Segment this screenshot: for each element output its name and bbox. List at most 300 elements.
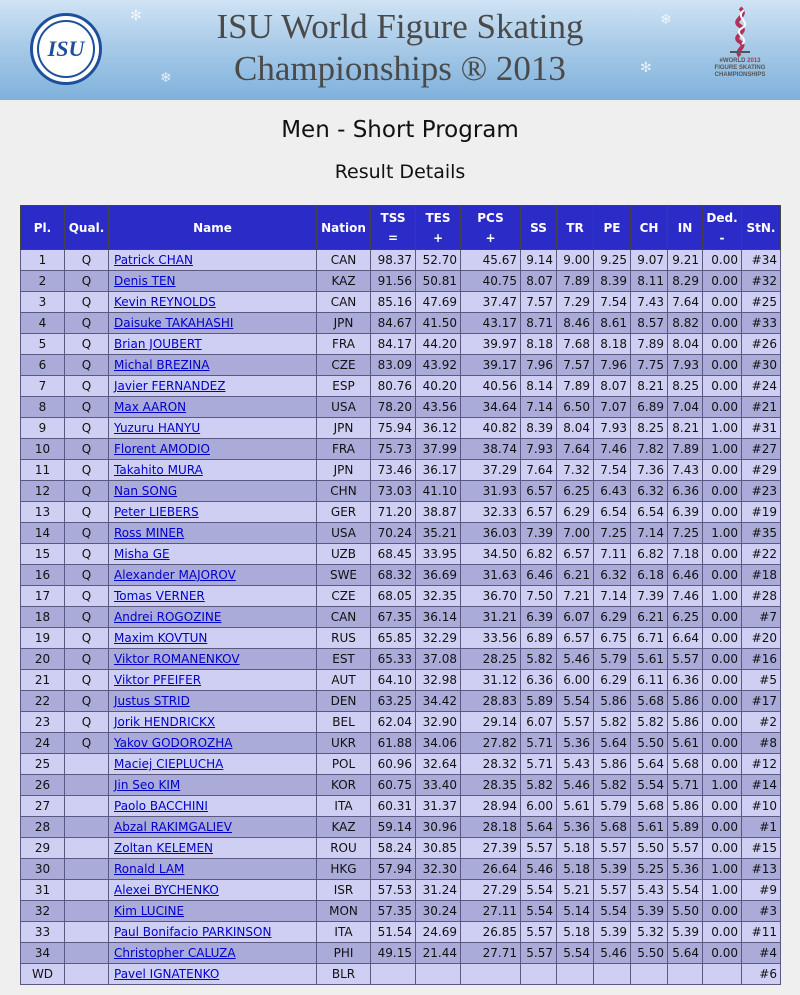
skater-link[interactable]: Misha GE bbox=[114, 547, 170, 561]
cell-tss: 68.05 bbox=[371, 586, 416, 607]
skater-link[interactable]: Pavel IGNATENKO bbox=[114, 967, 220, 981]
skater-link[interactable]: Michal BREZINA bbox=[114, 358, 210, 372]
cell-ss: 6.00 bbox=[521, 796, 557, 817]
cell-nation: CZE bbox=[317, 355, 371, 376]
cell-name bbox=[109, 670, 317, 691]
cell-tss: 57.94 bbox=[371, 859, 416, 880]
skater-link[interactable]: Javier FERNANDEZ bbox=[114, 379, 226, 393]
cell-place: 4 bbox=[21, 313, 65, 334]
banner-title bbox=[180, 6, 620, 90]
cell-name bbox=[109, 271, 317, 292]
table-row bbox=[21, 712, 781, 733]
banner-title-line2: Championships ® 2013 bbox=[234, 49, 566, 88]
cell-tr: 5.61 bbox=[557, 796, 594, 817]
cell-stn: #20 bbox=[742, 628, 781, 649]
cell-nation: ISR bbox=[317, 880, 371, 901]
cell-qual: Q bbox=[65, 586, 109, 607]
cell-ss: 5.64 bbox=[521, 817, 557, 838]
cell-pcs: 36.03 bbox=[461, 523, 521, 544]
cell-ded: 0.00 bbox=[703, 544, 742, 565]
cell-place: 2 bbox=[21, 271, 65, 292]
cell-place: 18 bbox=[21, 607, 65, 628]
cell-in: 6.64 bbox=[668, 628, 703, 649]
cell-tes: 41.50 bbox=[416, 313, 461, 334]
cell-ss: 5.57 bbox=[521, 838, 557, 859]
cell-pe: 7.11 bbox=[594, 544, 631, 565]
col-header-in: IN bbox=[668, 206, 703, 250]
banner-title-line1: ISU World Figure Skating bbox=[216, 7, 584, 46]
cell-in: 7.89 bbox=[668, 439, 703, 460]
cell-nation: RUS bbox=[317, 628, 371, 649]
cell-ch: 5.50 bbox=[631, 838, 668, 859]
cell-name bbox=[109, 460, 317, 481]
cell-ch: 6.18 bbox=[631, 565, 668, 586]
cell-ch: 6.54 bbox=[631, 502, 668, 523]
cell-tr: 6.07 bbox=[557, 607, 594, 628]
cell-tss: 64.10 bbox=[371, 670, 416, 691]
col-header-tes bbox=[416, 206, 461, 250]
cell-in: 5.57 bbox=[668, 649, 703, 670]
cell-ss: 5.71 bbox=[521, 733, 557, 754]
cell-in: 7.25 bbox=[668, 523, 703, 544]
cell-ded: 0.00 bbox=[703, 670, 742, 691]
col-header-pcs-label: PCS bbox=[477, 210, 504, 225]
cell-nation: KOR bbox=[317, 775, 371, 796]
cell-ss: 8.14 bbox=[521, 376, 557, 397]
col-header-nation: Nation bbox=[317, 206, 371, 250]
col-header-tes-label: TES bbox=[425, 210, 451, 225]
cell-stn: #23 bbox=[742, 481, 781, 502]
cell-ded: 0.00 bbox=[703, 691, 742, 712]
table-row bbox=[21, 376, 781, 397]
cell-stn: #10 bbox=[742, 796, 781, 817]
cell-qual: Q bbox=[65, 397, 109, 418]
cell-ded: 0.00 bbox=[703, 922, 742, 943]
cell-tr: 5.54 bbox=[557, 691, 594, 712]
cell-name bbox=[109, 418, 317, 439]
skater-link[interactable]: Kim LUCINE bbox=[114, 904, 185, 918]
cell-ded: 0.00 bbox=[703, 397, 742, 418]
cell-pe: 7.54 bbox=[594, 460, 631, 481]
cell-pe: 7.46 bbox=[594, 439, 631, 460]
cell-in: 5.64 bbox=[668, 943, 703, 964]
cell-in: 5.54 bbox=[668, 880, 703, 901]
cell-nation: CHN bbox=[317, 481, 371, 502]
col-header-ded bbox=[703, 206, 742, 250]
cell-ss: 7.96 bbox=[521, 355, 557, 376]
table-row bbox=[21, 901, 781, 922]
table-row bbox=[21, 523, 781, 544]
cell-tr: 6.25 bbox=[557, 481, 594, 502]
cell-nation: DEN bbox=[317, 691, 371, 712]
snowflake-icon: ❄ bbox=[660, 12, 672, 28]
skater-link[interactable]: Alexei BYCHENKO bbox=[114, 883, 219, 897]
cell-ded: 1.00 bbox=[703, 880, 742, 901]
cell-tr: 7.57 bbox=[557, 355, 594, 376]
skater-link[interactable]: Brian JOUBERT bbox=[114, 337, 202, 351]
table-row bbox=[21, 922, 781, 943]
cell-ss: 8.07 bbox=[521, 271, 557, 292]
cell-tss: 73.03 bbox=[371, 481, 416, 502]
results-body bbox=[21, 250, 781, 985]
cell-qual: Q bbox=[65, 628, 109, 649]
cell-place: 3 bbox=[21, 292, 65, 313]
cell-tss: 68.32 bbox=[371, 565, 416, 586]
col-header-ded-label: Ded. bbox=[706, 210, 738, 225]
cell-ch: 5.39 bbox=[631, 901, 668, 922]
cell-place: 6 bbox=[21, 355, 65, 376]
cell-tes: 36.12 bbox=[416, 418, 461, 439]
cell-stn: #12 bbox=[742, 754, 781, 775]
table-row bbox=[21, 649, 781, 670]
cell-qual: Q bbox=[65, 712, 109, 733]
skater-link[interactable]: Maciej CIEPLUCHA bbox=[114, 757, 224, 771]
cell-name bbox=[109, 859, 317, 880]
cell-pe: 7.07 bbox=[594, 397, 631, 418]
col-header-qual: Qual. bbox=[65, 206, 109, 250]
cell-qual bbox=[65, 922, 109, 943]
cell-place: 31 bbox=[21, 880, 65, 901]
cell-place: 12 bbox=[21, 481, 65, 502]
cell-tes: 37.99 bbox=[416, 439, 461, 460]
col-header-tss bbox=[371, 206, 416, 250]
cell-pcs: 36.70 bbox=[461, 586, 521, 607]
cell-name bbox=[109, 901, 317, 922]
cell-pcs: 28.94 bbox=[461, 796, 521, 817]
cell-ch: 5.61 bbox=[631, 649, 668, 670]
cell-pcs: 32.33 bbox=[461, 502, 521, 523]
skater-link[interactable]: Paul Bonifacio PARKINSON bbox=[114, 925, 272, 939]
cell-tr: 7.21 bbox=[557, 586, 594, 607]
col-header-pcs-sub: + bbox=[485, 230, 496, 245]
cell-place: 23 bbox=[21, 712, 65, 733]
table-row bbox=[21, 544, 781, 565]
cell-stn: #15 bbox=[742, 838, 781, 859]
cell-in: 5.50 bbox=[668, 901, 703, 922]
cell-place: WD bbox=[21, 964, 65, 985]
cell-tss: 78.20 bbox=[371, 397, 416, 418]
cell-tss: 98.37 bbox=[371, 250, 416, 271]
col-header-pcs bbox=[461, 206, 521, 250]
cell-tss: 70.24 bbox=[371, 523, 416, 544]
cell-tr: 6.57 bbox=[557, 544, 594, 565]
cell-tes: 38.87 bbox=[416, 502, 461, 523]
skater-link[interactable]: Ronald LAM bbox=[114, 862, 185, 876]
cell-tes: 43.56 bbox=[416, 397, 461, 418]
cell-in: 7.64 bbox=[668, 292, 703, 313]
cell-qual: Q bbox=[65, 607, 109, 628]
cell-in: 5.68 bbox=[668, 754, 703, 775]
skater-link[interactable]: Ross MINER bbox=[114, 526, 185, 540]
cell-ss: 6.39 bbox=[521, 607, 557, 628]
cell-tss: 57.35 bbox=[371, 901, 416, 922]
skater-link[interactable]: Abzal RAKIMGALIEV bbox=[114, 820, 232, 834]
skater-link[interactable]: Peter LIEBERS bbox=[114, 505, 199, 519]
page-subtitle: Result Details bbox=[334, 161, 466, 183]
cell-ch: 6.82 bbox=[631, 544, 668, 565]
cell-ded bbox=[703, 964, 742, 985]
cell-pe: 5.46 bbox=[594, 943, 631, 964]
cell-qual bbox=[65, 859, 109, 880]
cell-nation: BEL bbox=[317, 712, 371, 733]
skater-link[interactable]: Tomas VERNER bbox=[114, 589, 205, 603]
skater-link[interactable]: Paolo BACCHINI bbox=[114, 799, 208, 813]
cell-name bbox=[109, 607, 317, 628]
skater-link[interactable]: Viktor ROMANENKOV bbox=[114, 652, 240, 666]
cell-in: 8.04 bbox=[668, 334, 703, 355]
cell-name bbox=[109, 775, 317, 796]
cell-tes: 43.92 bbox=[416, 355, 461, 376]
skater-link[interactable]: Andrei ROGOZINE bbox=[114, 610, 222, 624]
cell-tss: 75.94 bbox=[371, 418, 416, 439]
skater-link[interactable]: Viktor PFEIFER bbox=[114, 673, 202, 687]
cell-ss: 5.54 bbox=[521, 901, 557, 922]
cell-ded: 0.00 bbox=[703, 901, 742, 922]
cell-stn: #7 bbox=[742, 607, 781, 628]
cell-nation: GER bbox=[317, 502, 371, 523]
cell-tes: 30.96 bbox=[416, 817, 461, 838]
cell-place: 14 bbox=[21, 523, 65, 544]
cell-ch: 5.50 bbox=[631, 733, 668, 754]
cell-stn: #6 bbox=[742, 964, 781, 985]
cell-ch: 5.43 bbox=[631, 880, 668, 901]
cell-name bbox=[109, 880, 317, 901]
cell-ss: 6.07 bbox=[521, 712, 557, 733]
isu-logo[interactable] bbox=[30, 13, 102, 85]
cell-ss: 5.57 bbox=[521, 922, 557, 943]
skater-link[interactable]: Nan SONG bbox=[114, 484, 178, 498]
cell-ss: 5.57 bbox=[521, 943, 557, 964]
cell-nation: USA bbox=[317, 397, 371, 418]
cell-stn: #8 bbox=[742, 733, 781, 754]
cell-tr: 6.29 bbox=[557, 502, 594, 523]
cell-in: 5.71 bbox=[668, 775, 703, 796]
cell-ded: 1.00 bbox=[703, 586, 742, 607]
cell-stn: #33 bbox=[742, 313, 781, 334]
cell-tr: 5.18 bbox=[557, 922, 594, 943]
table-header-row bbox=[21, 206, 781, 250]
cell-pe: 6.54 bbox=[594, 502, 631, 523]
skater-link[interactable]: Daisuke TAKAHASHI bbox=[114, 316, 234, 330]
table-row bbox=[21, 565, 781, 586]
cell-ss: 6.46 bbox=[521, 565, 557, 586]
cell-ss: 6.89 bbox=[521, 628, 557, 649]
cell-tes: 37.08 bbox=[416, 649, 461, 670]
skater-link[interactable]: Jin Seo KIM bbox=[114, 778, 181, 792]
cell-nation: POL bbox=[317, 754, 371, 775]
cell-place: 27 bbox=[21, 796, 65, 817]
cell-stn: #21 bbox=[742, 397, 781, 418]
cell-name bbox=[109, 334, 317, 355]
cell-stn: #5 bbox=[742, 670, 781, 691]
event-logo-year: 2013 bbox=[747, 58, 761, 64]
cell-pe: 7.54 bbox=[594, 292, 631, 313]
skater-link[interactable]: Takahito MURA bbox=[114, 463, 203, 477]
cell-tr: 5.43 bbox=[557, 754, 594, 775]
cell-ss: 9.14 bbox=[521, 250, 557, 271]
table-row bbox=[21, 439, 781, 460]
cell-ss: 7.39 bbox=[521, 523, 557, 544]
cell-tes: 33.40 bbox=[416, 775, 461, 796]
skater-link[interactable]: Florent AMODIO bbox=[114, 442, 210, 456]
cell-ch: 7.82 bbox=[631, 439, 668, 460]
cell-ded: 0.00 bbox=[703, 376, 742, 397]
cell-name bbox=[109, 565, 317, 586]
cell-pe: 5.39 bbox=[594, 859, 631, 880]
cell-tss: 68.45 bbox=[371, 544, 416, 565]
cell-pcs: 27.39 bbox=[461, 838, 521, 859]
cell-tss: 67.35 bbox=[371, 607, 416, 628]
skater-link[interactable]: Alexander MAJOROV bbox=[114, 568, 236, 582]
table-row bbox=[21, 775, 781, 796]
cell-ded: 0.00 bbox=[703, 334, 742, 355]
cell-stn: #18 bbox=[742, 565, 781, 586]
cell-tss: 57.53 bbox=[371, 880, 416, 901]
cell-tr: 5.36 bbox=[557, 817, 594, 838]
cell-nation: BLR bbox=[317, 964, 371, 985]
skater-link[interactable]: Max AARON bbox=[114, 400, 187, 414]
table-row bbox=[21, 250, 781, 271]
skater-link[interactable]: Yuzuru HANYU bbox=[114, 421, 201, 435]
cell-name bbox=[109, 376, 317, 397]
cell-ss: 6.82 bbox=[521, 544, 557, 565]
cell-ded: 0.00 bbox=[703, 628, 742, 649]
table-row bbox=[21, 691, 781, 712]
skater-link[interactable]: Kevin REYNOLDS bbox=[114, 295, 216, 309]
table-row bbox=[21, 733, 781, 754]
cell-place: 34 bbox=[21, 943, 65, 964]
cell-in: 6.25 bbox=[668, 607, 703, 628]
table-row bbox=[21, 481, 781, 502]
cell-ch: 5.64 bbox=[631, 754, 668, 775]
cell-tr bbox=[557, 964, 594, 985]
cell-name bbox=[109, 712, 317, 733]
cell-nation: CZE bbox=[317, 586, 371, 607]
skater-link[interactable]: Justus STRID bbox=[114, 694, 190, 708]
cell-stn: #31 bbox=[742, 418, 781, 439]
cell-qual: Q bbox=[65, 481, 109, 502]
table-row bbox=[21, 397, 781, 418]
cell-pcs: 39.97 bbox=[461, 334, 521, 355]
cell-nation: KAZ bbox=[317, 271, 371, 292]
cell-ded: 0.00 bbox=[703, 292, 742, 313]
cell-nation: EST bbox=[317, 649, 371, 670]
cell-nation: MON bbox=[317, 901, 371, 922]
cell-nation: FRA bbox=[317, 439, 371, 460]
cell-stn: #13 bbox=[742, 859, 781, 880]
cell-stn: #27 bbox=[742, 439, 781, 460]
cell-ss: 8.39 bbox=[521, 418, 557, 439]
cell-nation: ITA bbox=[317, 922, 371, 943]
skater-link[interactable]: Patrick CHAN bbox=[114, 253, 193, 267]
cell-ss: 7.50 bbox=[521, 586, 557, 607]
event-logo-line2: FIGURE SKATING bbox=[714, 65, 766, 71]
cell-ded: 1.00 bbox=[703, 439, 742, 460]
skater-link[interactable]: Denis TEN bbox=[114, 274, 176, 288]
cell-place: 21 bbox=[21, 670, 65, 691]
cell-ss: 6.57 bbox=[521, 502, 557, 523]
cell-pcs: 33.56 bbox=[461, 628, 521, 649]
cell-ch: 7.39 bbox=[631, 586, 668, 607]
cell-tes: 40.20 bbox=[416, 376, 461, 397]
cell-place: 30 bbox=[21, 859, 65, 880]
cell-pcs: 34.64 bbox=[461, 397, 521, 418]
cell-pcs: 27.11 bbox=[461, 901, 521, 922]
cell-name bbox=[109, 250, 317, 271]
cell-stn: #11 bbox=[742, 922, 781, 943]
cell-ded: 0.00 bbox=[703, 250, 742, 271]
cell-nation: FRA bbox=[317, 334, 371, 355]
event-logo bbox=[700, 6, 780, 96]
skater-link[interactable]: Maxim KOVTUN bbox=[114, 631, 208, 645]
cell-qual: Q bbox=[65, 271, 109, 292]
col-header-place: Pl. bbox=[21, 206, 65, 250]
cell-tss: 71.20 bbox=[371, 502, 416, 523]
cell-pe: 5.54 bbox=[594, 901, 631, 922]
cell-tr: 7.32 bbox=[557, 460, 594, 481]
cell-tss: 60.75 bbox=[371, 775, 416, 796]
cell-name bbox=[109, 796, 317, 817]
cell-stn: #30 bbox=[742, 355, 781, 376]
cell-nation: KAZ bbox=[317, 817, 371, 838]
skater-link[interactable]: Christopher CALUZA bbox=[114, 946, 236, 960]
cell-ch: 6.89 bbox=[631, 397, 668, 418]
col-header-ded-sub: - bbox=[719, 230, 725, 245]
cell-tr: 5.36 bbox=[557, 733, 594, 754]
table-row bbox=[21, 292, 781, 313]
skater-link[interactable]: Yakov GODOROZHA bbox=[114, 736, 233, 750]
cell-name bbox=[109, 817, 317, 838]
cell-pe bbox=[594, 964, 631, 985]
cell-pcs: 38.74 bbox=[461, 439, 521, 460]
cell-in: 9.21 bbox=[668, 250, 703, 271]
cell-pe: 8.61 bbox=[594, 313, 631, 334]
skater-link[interactable]: Zoltan KELEMEN bbox=[114, 841, 214, 855]
cell-place: 13 bbox=[21, 502, 65, 523]
results-table bbox=[20, 205, 781, 985]
cell-tss: 91.56 bbox=[371, 271, 416, 292]
cell-stn: #4 bbox=[742, 943, 781, 964]
col-header-tes-sub: + bbox=[432, 230, 444, 245]
col-header-stn: StN. bbox=[742, 206, 781, 250]
cell-name bbox=[109, 754, 317, 775]
cell-name bbox=[109, 292, 317, 313]
cell-ch: 5.25 bbox=[631, 859, 668, 880]
snowflake-icon: ✻ bbox=[130, 8, 142, 24]
event-banner bbox=[0, 0, 800, 100]
cell-nation: USA bbox=[317, 523, 371, 544]
cell-tss: 84.17 bbox=[371, 334, 416, 355]
cell-qual bbox=[65, 796, 109, 817]
cell-ss: 5.82 bbox=[521, 649, 557, 670]
cell-ss: 6.57 bbox=[521, 481, 557, 502]
cell-qual bbox=[65, 901, 109, 922]
cell-ded: 0.00 bbox=[703, 271, 742, 292]
skater-link[interactable]: Jorik HENDRICKX bbox=[114, 715, 216, 729]
table-row bbox=[21, 754, 781, 775]
cell-pe: 5.68 bbox=[594, 817, 631, 838]
cell-ch: 5.82 bbox=[631, 712, 668, 733]
cell-in: 6.36 bbox=[668, 481, 703, 502]
cell-ded: 0.00 bbox=[703, 733, 742, 754]
cell-tss: 84.67 bbox=[371, 313, 416, 334]
cell-tr: 5.54 bbox=[557, 943, 594, 964]
cell-ss: 8.18 bbox=[521, 334, 557, 355]
cell-qual: Q bbox=[65, 376, 109, 397]
col-header-tss-sub: = bbox=[387, 230, 399, 245]
cell-stn: #32 bbox=[742, 271, 781, 292]
cell-place: 33 bbox=[21, 922, 65, 943]
